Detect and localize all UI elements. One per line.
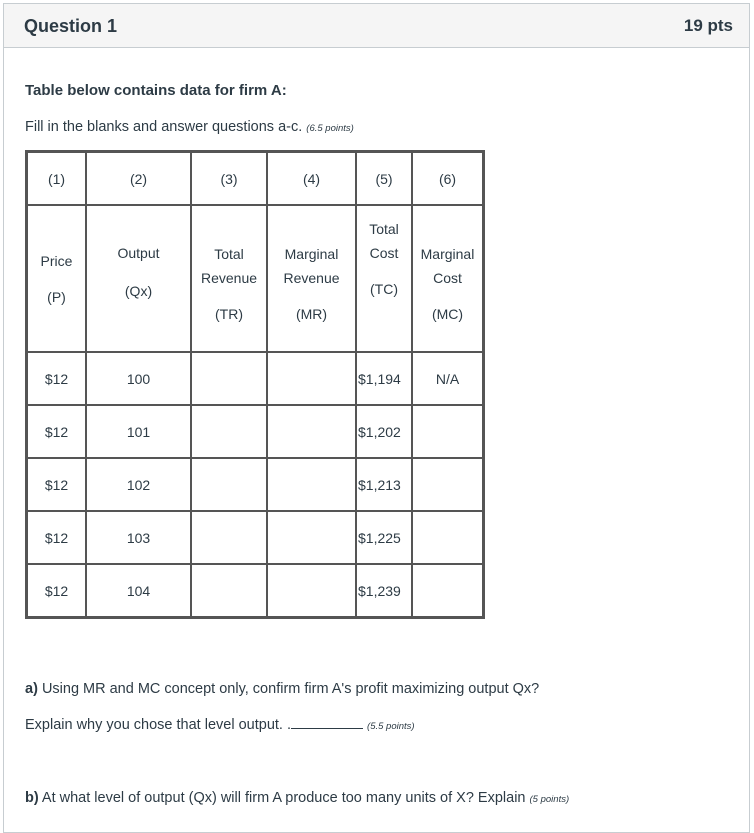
col-header-mc bbox=[412, 205, 484, 352]
cell-tr-blank[interactable] bbox=[191, 405, 267, 458]
column-header-row bbox=[27, 205, 484, 352]
col-header-tc bbox=[356, 205, 412, 352]
cell-mr-blank[interactable] bbox=[267, 405, 356, 458]
header-line: (MR) bbox=[295, 305, 328, 322]
table-row bbox=[27, 352, 484, 405]
column-number-row bbox=[27, 152, 484, 206]
part-b-text: At what level of output (Qx) will firm A produce too many units of X? Explain bbox=[41, 790, 526, 806]
instructions bbox=[25, 119, 354, 135]
cell-output: 102 bbox=[86, 458, 191, 511]
answer-blank[interactable] bbox=[291, 727, 363, 729]
cell-output: 101 bbox=[86, 405, 191, 458]
header-line: (MC) bbox=[431, 305, 464, 322]
cell-mr-blank[interactable] bbox=[267, 564, 356, 618]
header-line: Output bbox=[117, 244, 160, 261]
part-a-points: (5.5 points) bbox=[367, 721, 415, 732]
question-card bbox=[3, 3, 750, 833]
header-line: Cost bbox=[433, 269, 462, 286]
col-header-output bbox=[86, 205, 191, 352]
cell-mc-blank[interactable] bbox=[412, 405, 484, 458]
instructions-points: (6.5 points) bbox=[306, 123, 354, 134]
cell-price: $12 bbox=[27, 564, 87, 618]
header-line: (P) bbox=[47, 288, 66, 305]
cell-output: 100 bbox=[86, 352, 191, 405]
header-line: (Qx) bbox=[124, 282, 153, 299]
part-a-explain bbox=[25, 717, 415, 733]
header-line: Price bbox=[40, 252, 73, 269]
header-line: Cost bbox=[369, 244, 399, 261]
cell-mc: N/A bbox=[412, 352, 484, 405]
part-b-question bbox=[25, 790, 569, 806]
intro-text: Table below contains data for firm A: bbox=[25, 82, 287, 99]
col-header-mr bbox=[267, 205, 356, 352]
question-header bbox=[4, 4, 749, 48]
col-number: (2) bbox=[86, 152, 191, 206]
cell-tc: $1,213 bbox=[356, 458, 412, 511]
cell-tr-blank[interactable] bbox=[191, 511, 267, 564]
cell-tc: $1,239 bbox=[356, 564, 412, 618]
col-number: (6) bbox=[412, 152, 484, 206]
part-b-points: (5 points) bbox=[529, 794, 570, 805]
cell-mc-blank[interactable] bbox=[412, 564, 484, 618]
table-row bbox=[27, 511, 484, 564]
cell-mr-blank[interactable] bbox=[267, 511, 356, 564]
part-a-label: a) bbox=[25, 681, 38, 697]
col-header-price bbox=[27, 205, 87, 352]
header-line: Marginal bbox=[284, 245, 339, 262]
cell-tr-blank[interactable] bbox=[191, 352, 267, 405]
part-a-text: Using MR and MC concept only, confirm firm A's profit maximizing output Qx? bbox=[41, 681, 540, 697]
cell-mr-blank[interactable] bbox=[267, 458, 356, 511]
cell-output: 104 bbox=[86, 564, 191, 618]
instructions-text: Fill in the blanks and answer questions a-c. bbox=[25, 119, 303, 135]
header-line: Revenue bbox=[200, 269, 258, 286]
cell-output: 103 bbox=[86, 511, 191, 564]
cell-mr-blank[interactable] bbox=[267, 352, 356, 405]
header-line: Total bbox=[214, 245, 244, 262]
col-number: (1) bbox=[27, 152, 87, 206]
question-points: 19 pts bbox=[683, 16, 733, 35]
table-row bbox=[27, 405, 484, 458]
table-row bbox=[27, 458, 484, 511]
cell-price: $12 bbox=[27, 405, 87, 458]
header-line: Total bbox=[369, 220, 399, 237]
cell-tc: $1,225 bbox=[356, 511, 412, 564]
cell-tr-blank[interactable] bbox=[191, 564, 267, 618]
header-line: (TC) bbox=[370, 280, 398, 297]
header-line: Marginal bbox=[420, 245, 475, 262]
question-title: Question 1 bbox=[24, 16, 118, 36]
cell-mc-blank[interactable] bbox=[412, 511, 484, 564]
cell-price: $12 bbox=[27, 352, 87, 405]
cell-tc: $1,202 bbox=[356, 405, 412, 458]
col-header-tr bbox=[191, 205, 267, 352]
col-number: (3) bbox=[191, 152, 267, 206]
cell-tr-blank[interactable] bbox=[191, 458, 267, 511]
table-row bbox=[27, 564, 484, 618]
header-line: Revenue bbox=[283, 269, 340, 286]
part-a-explain-text: Explain why you chose that level output. . bbox=[25, 717, 291, 733]
part-a-question bbox=[25, 681, 539, 697]
col-number: (5) bbox=[356, 152, 412, 206]
header-line: (TR) bbox=[215, 305, 243, 322]
part-b-label: b) bbox=[25, 790, 39, 806]
firm-data-table bbox=[25, 150, 485, 619]
cell-price: $12 bbox=[27, 511, 87, 564]
cell-tc: $1,194 bbox=[356, 352, 412, 405]
cell-mc-blank[interactable] bbox=[412, 458, 484, 511]
col-number: (4) bbox=[267, 152, 356, 206]
cell-price: $12 bbox=[27, 458, 87, 511]
